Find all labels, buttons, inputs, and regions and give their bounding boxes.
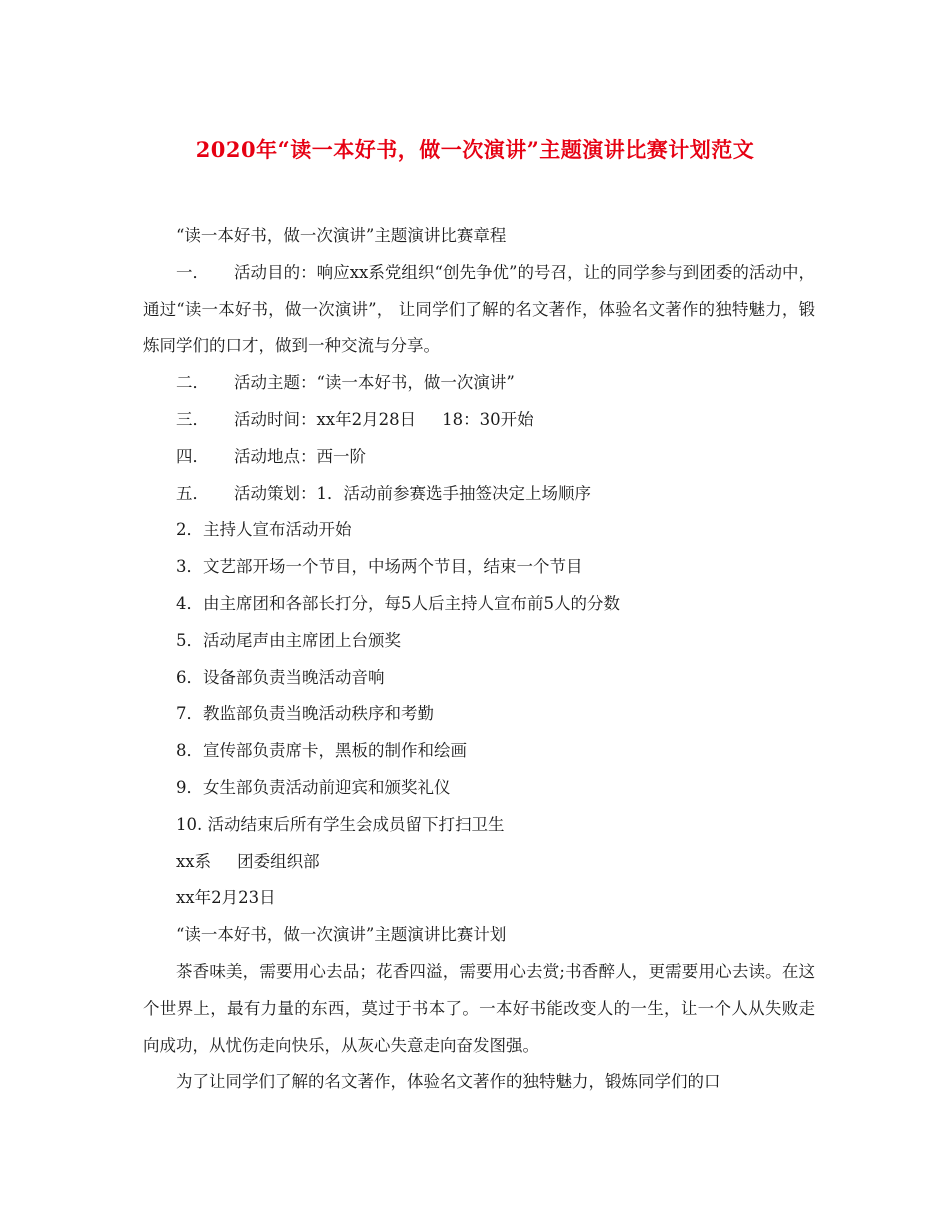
planning-step: 2．主持人宣布活动开始 [176,520,352,540]
planning-step: 6．设备部负责当晚活动音响 [176,667,385,687]
item-label: 四． [176,446,209,466]
planning-step: 8．宣传部负责席卡，黑板的制作和绘画 [176,741,467,761]
signature-organization: 团委组织部 [237,851,320,871]
charter-item-theme [143,365,815,402]
item-label: 一． [176,262,209,282]
item-text-clock: 18：30开始 [442,409,534,429]
charter-item-planning [143,476,815,513]
plan-paragraph: 为了让同学们了解的名文著作，体验名文著作的独特魅力，锻炼同学们的口 [176,1072,721,1092]
item-text: 活动策划：1．活动前参赛选手抽签决定上场顺序 [234,483,591,503]
document-title: 2020年“读一本好书，做一次演讲”主题演讲比赛计划范文 [195,137,755,162]
charter-item-time [143,402,815,439]
plan-paragraph: 茶香味美，需要用心去品；花香四溢，需要用心去赏;书香醉人，更需要用心去读。在这个世界上，最有力量的东西，莫过于书本了。一本好书能改变人的一生，让一个人从失败走向成功，从忧伤走向快乐，从灰心失意走向奋发图强。 [143,961,815,1055]
planning-step: 9．女生部负责活动前迎宾和颁奖礼仪 [176,777,451,797]
planning-step: 4．由主席团和各部长打分，每5人后主持人宣布前5人的分数 [176,593,620,613]
signature-line [143,844,815,881]
item-label: 五． [176,483,209,503]
item-text: 活动目的：响应xx系党组织“创先争优”的号召，让的同学参与到团委的活动中，通过“读一本好书，做一次演讲”， 让同学们了解的名文著作，体验名文著作的独特魅力，锻炼同学们的口才，做到一种交流与分享。 [143,262,815,356]
document-body [143,218,815,1101]
planning-step: 10. 活动结束后所有学生会成员留下打扫卫生 [176,814,505,834]
planning-step: 3．文艺部开场一个节目，中场两个节目，结束一个节目 [176,557,583,577]
plan-heading: “读一本好书，做一次演讲”主题演讲比赛计划 [176,925,507,945]
planning-step: 5．活动尾声由主席团上台颁奖 [176,630,401,650]
charter-heading: “读一本好书，做一次演讲”主题演讲比赛章程 [176,226,507,245]
item-text: 活动地点：西一阶 [234,446,366,466]
charter-item-location [143,439,815,476]
item-text-date: 活动时间：xx年2月28日 [234,409,417,429]
signature-department: xx系 [176,851,212,871]
signature-date: xx年2月23日 [176,888,276,908]
item-text: 活动主题：“读一本好书，做一次演讲” [234,373,515,393]
planning-step: 7．教监部负责当晚活动秩序和考勤 [176,704,434,724]
item-label: 三． [176,409,209,429]
charter-item-purpose [143,255,815,365]
item-label: 二． [176,373,209,393]
